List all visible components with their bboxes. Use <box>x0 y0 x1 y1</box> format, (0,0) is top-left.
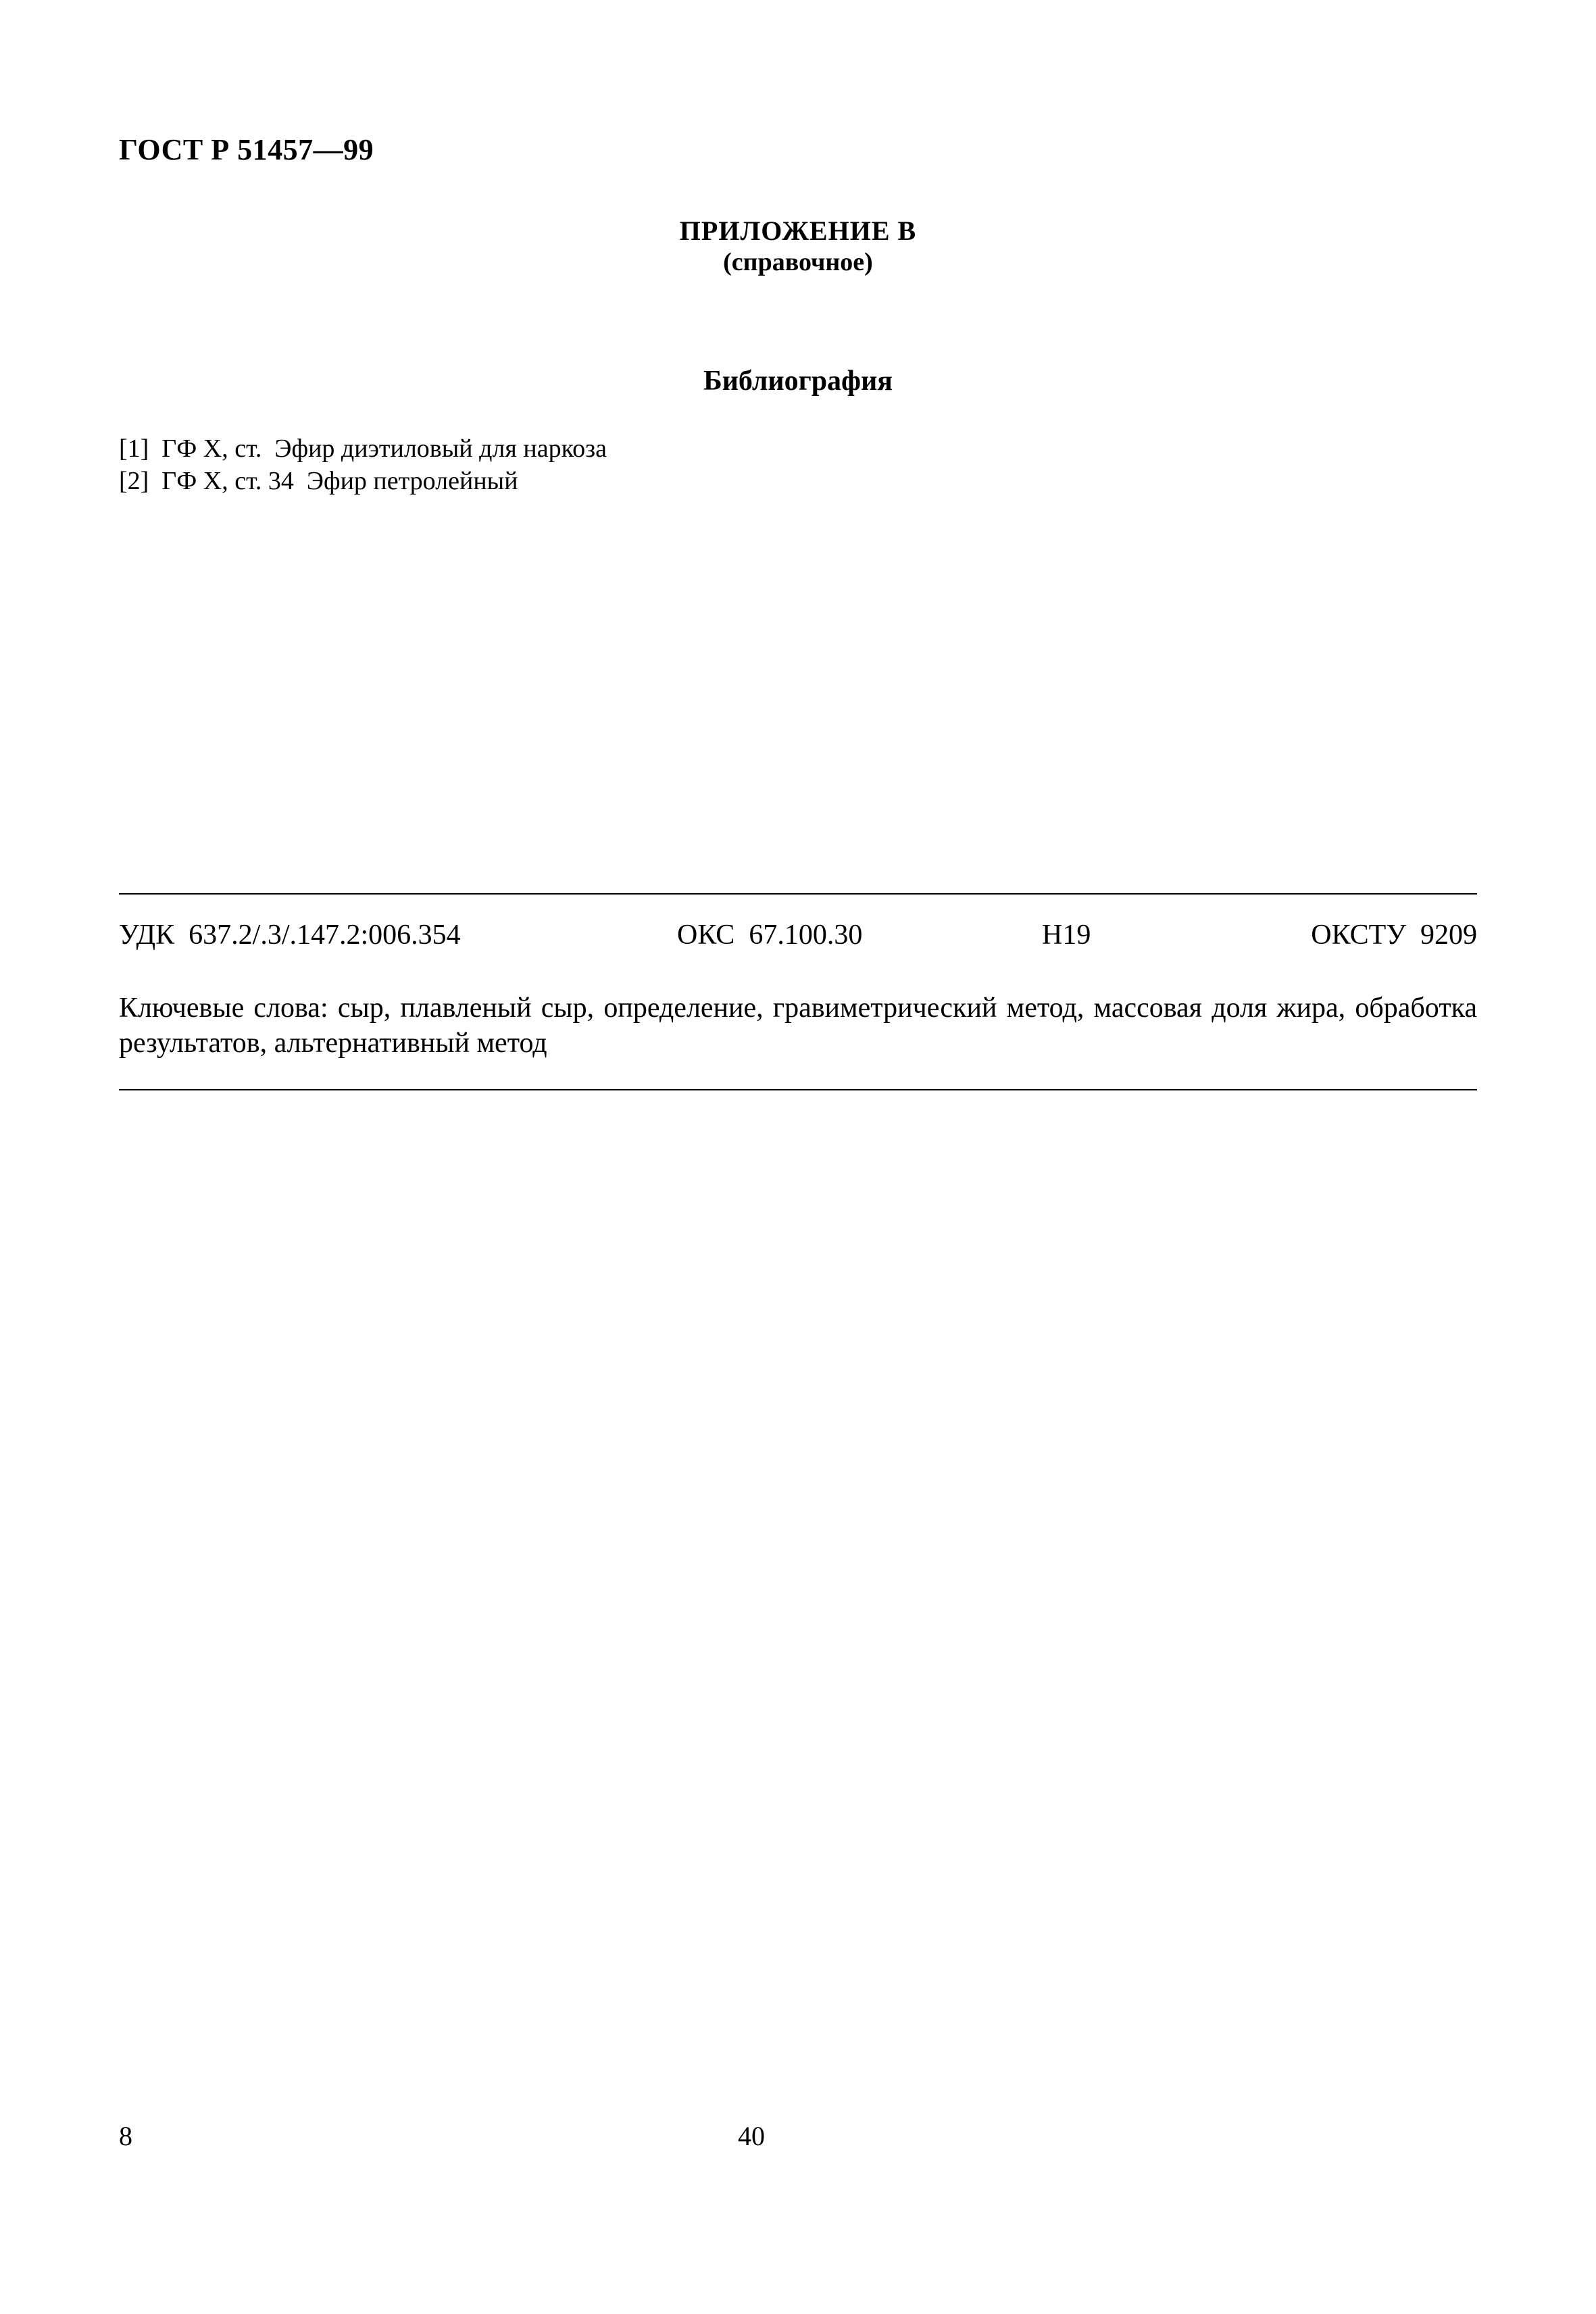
divider-top <box>119 893 1477 895</box>
keywords-paragraph: Ключевые слова: сыр, плавленый сыр, определение, гравиметрический метод, массовая доля жира, обработка результатов, альтернативный метод <box>119 992 1477 1059</box>
bibliography-item: [1] ГФ X, ст. Эфир диэтиловый для наркоза <box>119 434 607 463</box>
oks-code: ОКС 67.100.30 <box>677 920 863 951</box>
document-code: ГОСТ Р 51457—99 <box>119 133 374 166</box>
group-code: Н19 <box>1042 920 1091 951</box>
okstu-code: ОКСТУ 9209 <box>1311 920 1477 951</box>
page-number: 8 <box>119 2121 132 2151</box>
bibliography-list <box>119 432 607 497</box>
bibliography-heading: Библиография <box>703 366 893 397</box>
appendix-title-text: ПРИЛОЖЕНИЕ В <box>679 216 917 246</box>
appendix-title <box>0 215 1596 247</box>
appendix-subtitle: (справочное) <box>723 248 873 276</box>
divider-bottom <box>119 1089 1477 1090</box>
bibliography-item: [2] ГФ X, ст. 34 Эфир петролейный <box>119 467 518 495</box>
udk-code: УДК 637.2/.3/.147.2:006.354 <box>119 920 461 951</box>
sheet-number: 40 <box>738 2121 765 2151</box>
